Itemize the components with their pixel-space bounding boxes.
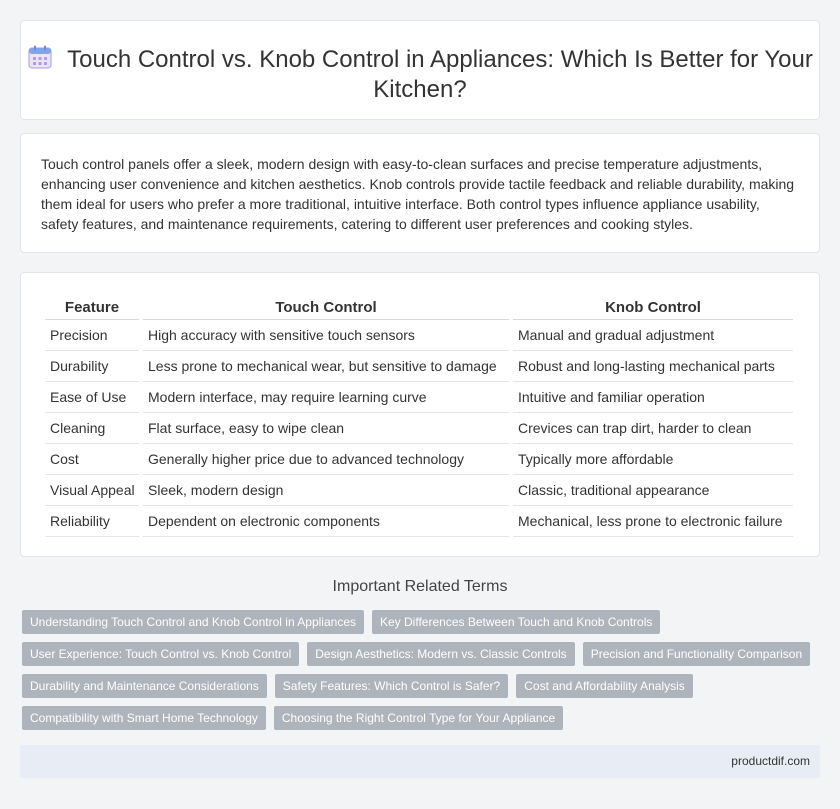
related-term-tag[interactable]: Safety Features: Which Control is Safer? — [275, 674, 508, 698]
header-touch-control: Touch Control — [143, 296, 509, 320]
table-row — [45, 320, 793, 351]
table-cell: Ease of Use — [45, 382, 139, 413]
header-knob-control: Knob Control — [513, 296, 793, 320]
table-cell: Generally higher price due to advanced technology — [143, 444, 509, 475]
tag-row — [22, 642, 822, 666]
table-cell: Intuitive and familiar operation — [513, 382, 793, 413]
calendar-icon — [27, 44, 53, 70]
header-feature: Feature — [45, 296, 139, 320]
table-cell: Reliability — [45, 506, 139, 537]
table-cell: Durability — [45, 351, 139, 382]
related-terms-title: Important Related Terms — [332, 578, 508, 595]
related-term-tag[interactable]: Cost and Affordability Analysis — [516, 674, 693, 698]
related-term-tag[interactable]: Durability and Maintenance Considerations — [22, 674, 267, 698]
title-card — [20, 20, 820, 120]
table-row — [45, 351, 793, 382]
table-cell: Less prone to mechanical wear, but sensitive to damage — [143, 351, 509, 382]
table-cell: Flat surface, easy to wipe clean — [143, 413, 509, 444]
table-cell: Modern interface, may require learning curve — [143, 382, 509, 413]
related-term-tag[interactable]: Design Aesthetics: Modern vs. Classic Controls — [307, 642, 574, 666]
table-cell: Classic, traditional appearance — [513, 475, 793, 506]
table-cell: Crevices can trap dirt, harder to clean — [513, 413, 793, 444]
related-term-tag[interactable]: Understanding Touch Control and Knob Control in Appliances — [22, 610, 364, 634]
table-cell: Sleek, modern design — [143, 475, 509, 506]
table-cell: Cost — [45, 444, 139, 475]
table-row — [45, 382, 793, 413]
summary-card — [20, 133, 820, 253]
table-row — [45, 413, 793, 444]
table-cell: Manual and gradual adjustment — [513, 320, 793, 351]
related-term-tag[interactable]: User Experience: Touch Control vs. Knob Control — [22, 642, 299, 666]
footer-bar — [20, 745, 820, 778]
table-cell: High accuracy with sensitive touch sensors — [143, 320, 509, 351]
tag-row — [22, 610, 822, 634]
comparison-table — [41, 296, 797, 537]
footer-site-name[interactable]: productdif.com — [731, 754, 810, 768]
table-row — [45, 475, 793, 506]
page-title-wrap — [21, 44, 819, 105]
related-term-tag[interactable]: Compatibility with Smart Home Technology — [22, 706, 266, 730]
tag-row — [22, 674, 822, 698]
table-card — [20, 272, 820, 557]
table-cell: Robust and long-lasting mechanical parts — [513, 351, 793, 382]
table-cell: Typically more affordable — [513, 444, 793, 475]
related-term-tag[interactable]: Choosing the Right Control Type for Your Appliance — [274, 706, 563, 730]
related-term-tag[interactable]: Key Differences Between Touch and Knob Controls — [372, 610, 660, 634]
table-header-row — [45, 296, 793, 320]
table-row — [45, 506, 793, 537]
related-terms-list — [22, 610, 822, 738]
page-title: Touch Control vs. Knob Control in Appliances: Which Is Better for Your Kitchen? — [67, 46, 813, 103]
table-row — [45, 444, 793, 475]
table-cell: Dependent on electronic components — [143, 506, 509, 537]
related-term-tag[interactable]: Precision and Functionality Comparison — [583, 642, 810, 666]
table-cell: Visual Appeal — [45, 475, 139, 506]
tag-row — [22, 706, 822, 730]
summary-text: Touch control panels offer a sleek, modern design with easy-to-clean surfaces and precise temperature adjustments, enhancing user convenience and kitchen aesthetics. Knob controls provide tactile feedback and reliable durability, making them ideal for users who prefer a more traditional, intuitive interface. Both control types influence appliance usability, safety features, and maintenance requirements, catering to different user preferences and cooking styles. — [41, 156, 795, 232]
table-cell: Cleaning — [45, 413, 139, 444]
table-cell: Precision — [45, 320, 139, 351]
table-cell: Mechanical, less prone to electronic failure — [513, 506, 793, 537]
